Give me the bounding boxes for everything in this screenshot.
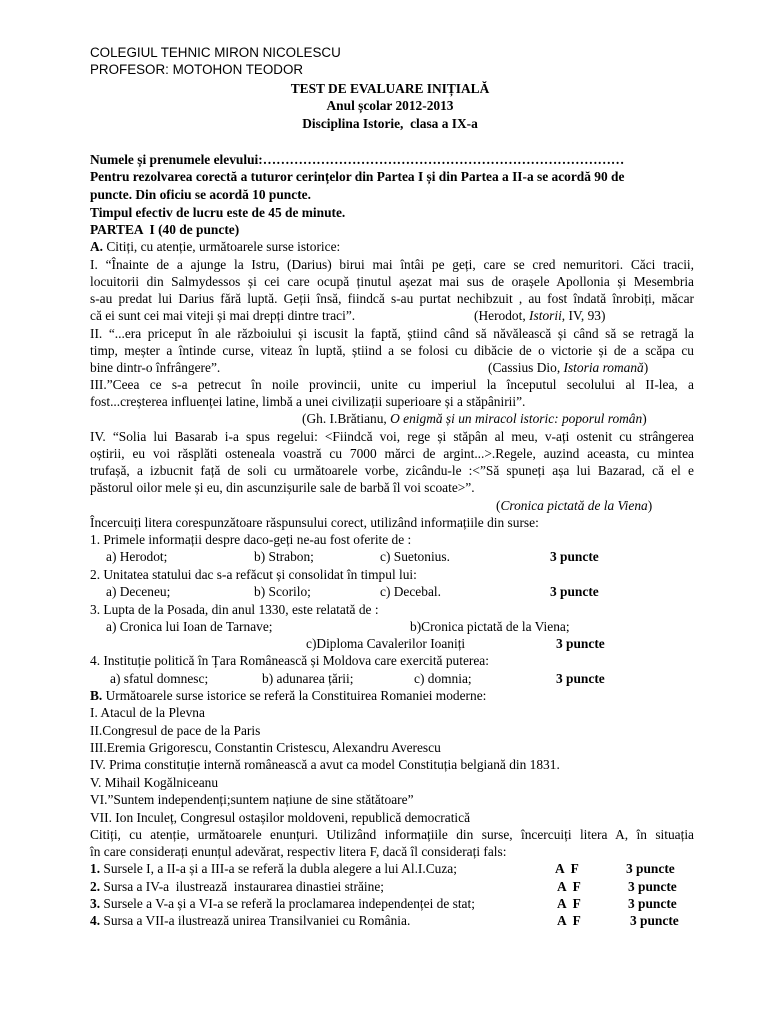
statement-number: 4. xyxy=(90,913,101,928)
statement-2-true-false[interactable]: A F xyxy=(557,879,581,894)
statement-text: Sursele a V-a și a VI-a se referă la proclamarea independenței de stat; xyxy=(100,896,475,911)
statement-1-true-false[interactable]: A F xyxy=(555,861,579,876)
source-b-item: VI.”Suntem independenți;suntem națiune de sine stătătoare” xyxy=(90,792,414,807)
citation-title: Istorii xyxy=(529,308,562,323)
q2-points: 3 puncte xyxy=(550,584,599,599)
q2-option-b[interactable]: b) Scorilo; xyxy=(254,584,311,599)
source-2-line: timp, meșter a întinde curse, viteaz în luptă, știind a se folosi cu dibăcie de o victorie și de a scăpa cu xyxy=(90,343,694,358)
statement-1 xyxy=(90,860,457,877)
section-b-label: B. xyxy=(90,688,103,703)
statement-2-points: 3 puncte xyxy=(628,879,677,894)
citation-text: ( xyxy=(496,498,501,513)
q3-option-c[interactable]: c)Diploma Cavalerilor Ioaniți xyxy=(306,636,466,651)
statement-1-points: 3 puncte xyxy=(626,861,675,876)
school-name: COLEGIUL TEHNIC MIRON NICOLESCU xyxy=(90,45,341,60)
section-b-task-2: în care considerați enunțul adevărat, respectiv litera F, dacă îl considerați fals: xyxy=(90,844,507,859)
citation-title: O enigmă și un miracol istoric: poporul român xyxy=(390,411,643,426)
source-b-item: III.Eremia Grigorescu, Constantin Cristescu, Alexandru Averescu xyxy=(90,740,441,755)
source-4-last-line: păstorul oilor mele și eu, din ascunzișurile sale de barbă îl voi scoate>”. xyxy=(90,480,475,495)
source-3-citation xyxy=(302,410,647,427)
statement-3-points: 3 puncte xyxy=(628,896,677,911)
statement-4-points: 3 puncte xyxy=(630,913,679,928)
source-1-line: I. “Înainte de a ajunge la Istru, (Darius) birui mai întâi pe geți, care se cred nemuritori. Căci tracii, xyxy=(90,257,694,272)
source-4-line: IV. “Solia lui Basarab i-a spus regelui: <Fiindcă voi, rege și stăpân al meu, v-ați ostenit cu strângerea xyxy=(90,429,694,444)
q3-option-a[interactable]: a) Cronica lui Ioan de Tarnave; xyxy=(106,619,273,634)
question-4: 4. Instituție politică în Țara Românească și Moldova care exercită puterea: xyxy=(90,653,489,668)
citation-text: , IV, 93) xyxy=(561,308,606,323)
source-1-line: s-au predat lui Darius fără luptă. Geții însă, fiindcă s-au purtat nechibzuit , au fost îndată înrobiți, măcar xyxy=(90,291,694,306)
q2-option-a[interactable]: a) Deceneu; xyxy=(106,584,171,599)
statement-text: Sursa a VII-a ilustrează unirea Transilvaniei cu România. xyxy=(100,913,411,928)
statement-4 xyxy=(90,912,410,929)
question-2: 2. Unitatea statului dac s-a refăcut și consolidat în timpul lui: xyxy=(90,567,417,582)
source-2-line: II. “...era priceput în ale războiului și iscusit la faptă, știind când să năvălească și când să se retragă la xyxy=(90,326,694,341)
statement-number: 3. xyxy=(90,896,101,911)
citation-text: ) xyxy=(647,498,653,513)
q4-points: 3 puncte xyxy=(556,671,605,686)
source-4-line: trufașă, a izbucnit față de soli cu următoarele vorbe, zicându-le :<”Să spuneți așa lui Bazarad, că el e xyxy=(90,463,694,478)
q1-points: 3 puncte xyxy=(550,549,599,564)
source-b-item: II.Congresul de pace de la Paris xyxy=(90,723,261,738)
source-1-last-line: că ei sunt cei mai viteji și mai drepți dintre traci”. xyxy=(90,308,356,323)
q1-option-a[interactable]: a) Herodot; xyxy=(106,549,168,564)
scoring-line-2: puncte. Din oficiu se acordă 10 puncte. xyxy=(90,187,311,202)
source-b-item: IV. Prima constituție internă românească a avut ca model Constituția belgiană din 1831. xyxy=(90,757,560,772)
source-4-line: oștirii, eu voi răsplăti osteneala voastră cu 7000 mărci de argint...>.Regele, auzind aceasta, cu mintea xyxy=(90,446,694,461)
source-4-citation xyxy=(496,497,652,514)
statement-2 xyxy=(90,878,384,895)
teacher-name: PROFESOR: MOTOHON TEODOR xyxy=(90,62,304,77)
source-1-citation xyxy=(474,307,605,324)
question-3: 3. Lupta de la Posada, din anul 1330, este relatată de : xyxy=(90,602,379,617)
time-line: Timpul efectiv de lucru este de 45 de minute. xyxy=(90,205,346,220)
q4-option-a[interactable]: a) sfatul domnesc; xyxy=(110,671,209,686)
q4-option-c[interactable]: c) domnia; xyxy=(414,671,472,686)
source-2-last-line: bine dintr-o înfrângere”. xyxy=(90,360,221,375)
section-a-task: Încercuiți litera corespunzătoare răspunsului corect, utilizând informațiile din surse: xyxy=(90,515,539,530)
citation-text: (Cassius Dio, xyxy=(488,360,564,375)
source-1-line: locuitorii din Salmydessos și cei care ocupă ținutul așezat mai sus de orașele Apollonia și Mesembria xyxy=(90,274,694,289)
part1-heading: PARTEA I (40 de puncte) xyxy=(90,222,240,237)
q3-points: 3 puncte xyxy=(556,636,605,651)
statement-text: Sursa a IV-a ilustrează instaurarea dinastiei străine; xyxy=(100,879,384,894)
section-b-instruction-text: Următoarele surse istorice se referă la Constituirea Romaniei moderne: xyxy=(102,688,487,703)
section-b-instruction xyxy=(90,687,486,704)
statement-number: 1. xyxy=(90,861,101,876)
source-3-line: III.”Ceea ce s-a petrecut în noile provincii, unite cu imperiul la începutul secolului al II-lea, a xyxy=(90,377,694,392)
statement-3-true-false[interactable]: A F xyxy=(557,896,581,911)
statement-4-true-false[interactable]: A F xyxy=(557,913,581,928)
statement-3 xyxy=(90,895,475,912)
citation-title: Cronica pictată de la Viena xyxy=(500,498,648,513)
section-b-task-1: Citiți, cu atenție, următoarele enunțuri. Utilizând informațiile din surse, încercuiți litera A, în situația xyxy=(90,827,694,842)
citation-text: ) xyxy=(643,360,649,375)
source-b-item: VII. Ion Inculeț, Congresul ostașilor moldoveni, republică democratică xyxy=(90,810,471,825)
statement-text: Sursele I, a II-a și a III-a se referă la dubla alegere a lui Al.I.Cuza; xyxy=(100,861,457,876)
q4-option-b[interactable]: b) adunarea țării; xyxy=(262,671,354,686)
q1-option-c[interactable]: c) Suetonius. xyxy=(380,549,450,564)
citation-text: ) xyxy=(642,411,647,426)
q3-option-b[interactable]: b)Cronica pictată de la Viena; xyxy=(410,619,570,634)
subject-line: Disciplina Istorie, clasa a IX-a xyxy=(302,116,478,131)
statement-number: 2. xyxy=(90,879,101,894)
question-1: 1. Primele informații despre daco-geți ne-au fost oferite de : xyxy=(90,532,412,547)
q1-option-b[interactable]: b) Strabon; xyxy=(254,549,314,564)
section-a-instruction xyxy=(90,238,340,255)
section-a-instruction-text: Citiți, cu atenție, următoarele surse istorice: xyxy=(103,239,341,254)
source-2-citation xyxy=(488,359,648,376)
citation-text: (Herodot, xyxy=(474,308,530,323)
test-title: TEST DE EVALUARE INIȚIALĂ xyxy=(290,81,490,96)
source-3-last-line: fost...creșterea influenței latine, limbă a unei civilizații superioare și a stăpânirii”. xyxy=(90,394,526,409)
citation-text: (Gh. I.Brătianu, xyxy=(302,411,391,426)
section-a-label: A. xyxy=(90,239,104,254)
source-b-item: V. Mihail Kogălniceanu xyxy=(90,775,219,790)
q2-option-c[interactable]: c) Decebal. xyxy=(380,584,441,599)
scoring-line-1: Pentru rezolvarea corectă a tuturor cerințelor din Partea I și din Partea a II-a se acordă 90 de xyxy=(90,169,625,184)
source-b-item: I. Atacul de la Plevna xyxy=(90,705,205,720)
student-name-line: Numele și prenumele elevului:……………………………………………………………………… xyxy=(90,152,625,167)
school-year: Anul școlar 2012-2013 xyxy=(326,98,454,113)
citation-title: Istoria romană xyxy=(563,360,644,375)
